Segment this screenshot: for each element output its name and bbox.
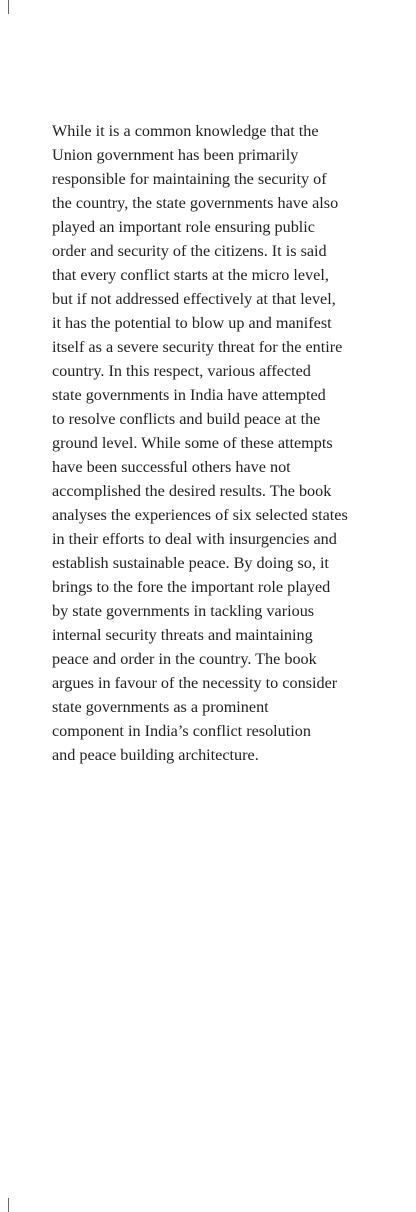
blurb-line: argues in favour of the necessity to consider (52, 674, 338, 692)
blurb-line: and peace building architecture. (52, 746, 259, 764)
blurb-line: accomplished the desired results. The book (52, 482, 332, 500)
blurb-line: analyses the experiences of six selected states (52, 506, 348, 524)
crop-mark-bottom (8, 1198, 9, 1212)
book-blurb-paragraph (52, 119, 387, 767)
blurb-line: played an important role ensuring public (52, 218, 315, 236)
blurb-line: in their efforts to deal with insurgencies and (52, 530, 337, 548)
blurb-line: order and security of the citizens. It is said (52, 242, 327, 260)
blurb-line: brings to the fore the important role played (52, 578, 331, 596)
blurb-line: but if not addressed effectively at that level, (52, 290, 336, 308)
blurb-line: state governments in India have attempted (52, 386, 326, 404)
blurb-line: establish sustainable peace. By doing so, it (52, 554, 329, 572)
crop-mark-top (8, 0, 9, 14)
blurb-line: While it is a common knowledge that the (52, 122, 319, 140)
blurb-line: it has the potential to blow up and manifest (52, 314, 332, 332)
blurb-line: to resolve conflicts and build peace at the (52, 410, 321, 428)
blurb-line: itself as a severe security threat for the entire (52, 338, 343, 356)
blurb-line: by state governments in tackling various (52, 602, 315, 620)
blurb-line: have been successful others have not (52, 458, 291, 476)
blurb-line: component in India’s conflict resolution (52, 722, 311, 740)
blurb-line: Union government has been primarily (52, 146, 299, 164)
blurb-line: ground level. While some of these attempts (52, 434, 333, 452)
blurb-line: internal security threats and maintaining (52, 626, 313, 644)
blurb-line: state governments as a prominent (52, 698, 269, 716)
blurb-line: country. In this respect, various affected (52, 362, 311, 380)
blurb-line: that every conflict starts at the micro level, (52, 266, 329, 284)
blurb-line: responsible for maintaining the security of (52, 170, 327, 188)
blurb-line: the country, the state governments have also (52, 194, 339, 212)
blurb-line: peace and order in the country. The book (52, 650, 317, 668)
